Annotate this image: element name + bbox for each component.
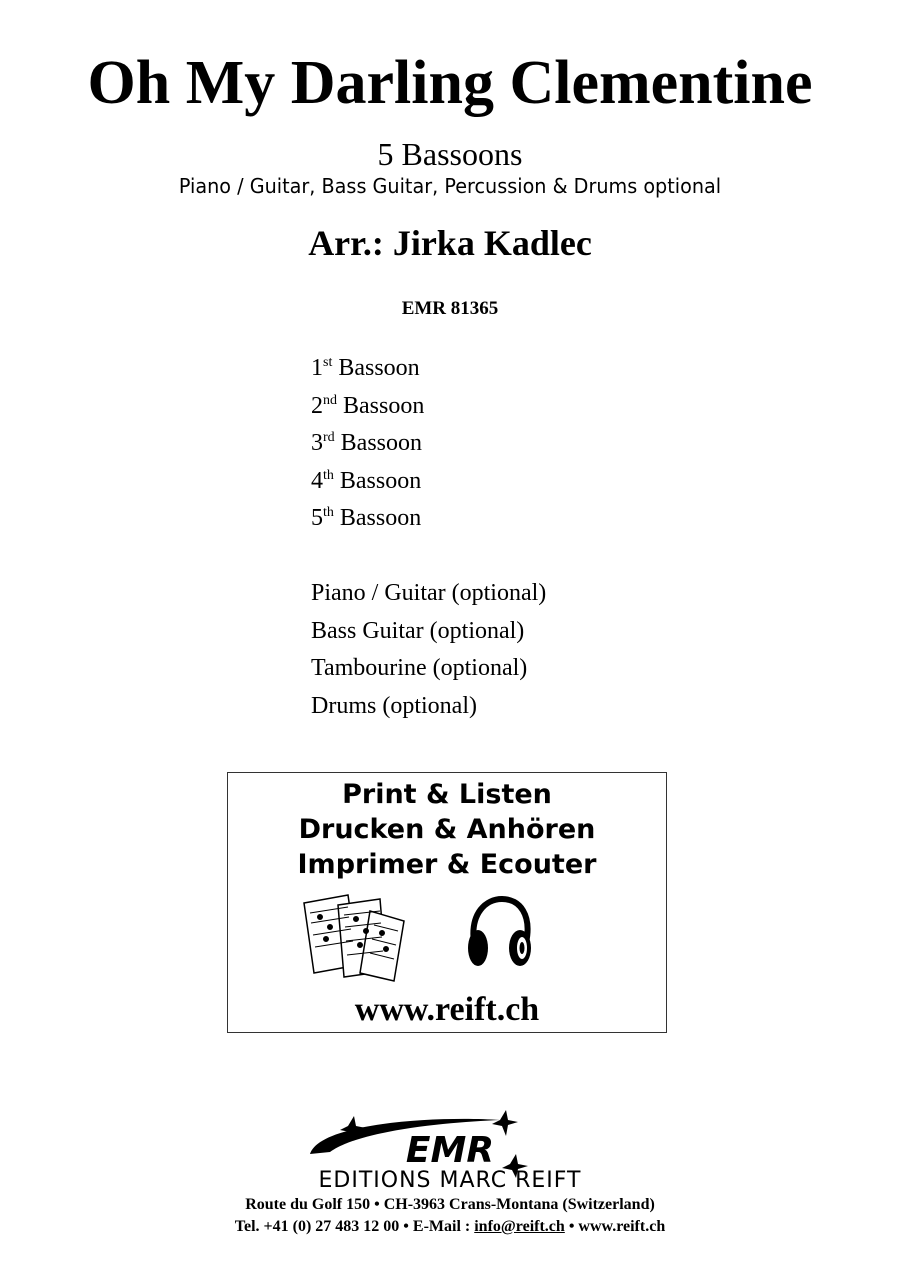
promo-line-french: Imprimer & Ecouter xyxy=(297,849,597,880)
contact-line xyxy=(0,1218,900,1236)
svg-text:EMR: EMR xyxy=(405,1130,495,1171)
optional-part-item: Bass Guitar (optional) xyxy=(311,617,525,644)
optional-part-item: Piano / Guitar (optional) xyxy=(311,580,547,606)
title: Oh My Darling Clementine xyxy=(87,49,813,117)
part-item: 5th Bassoon xyxy=(311,505,422,532)
part-item: 3rd Bassoon xyxy=(311,430,423,457)
sheet-music-icon xyxy=(300,893,410,983)
arranger: Arr.: Jirka Kadlec xyxy=(308,223,592,263)
optional-parts-list xyxy=(311,575,546,725)
email-link[interactable]: info@reift.ch xyxy=(474,1218,565,1235)
part-item: 4th Bassoon xyxy=(311,467,422,494)
publisher-name: EDITIONS MARC REIFT xyxy=(318,1168,582,1193)
promo-line-german: Drucken & Anhören xyxy=(298,814,596,845)
parts-list xyxy=(311,350,424,538)
optional-part-item: Tambourine (optional) xyxy=(311,655,528,682)
address: Route du Golf 150 • CH-3963 Crans-Montana (Switzerland) xyxy=(245,1196,655,1213)
promo-line-english: Print & Listen xyxy=(342,779,552,810)
contact-prefix: Tel. +41 (0) 27 483 12 00 • E-Mail : xyxy=(234,1218,475,1235)
part-item: 1st Bassoon xyxy=(311,355,420,381)
part-item: 2nd Bassoon xyxy=(311,392,425,419)
catalog-number: EMR 81365 xyxy=(401,298,499,319)
headphones-icon xyxy=(464,893,534,973)
contact-suffix[interactable]: • www.reift.ch xyxy=(564,1218,666,1235)
optional-instruments-line: Piano / Guitar, Bass Guitar, Percussion & Drums optional xyxy=(178,174,722,198)
website-link[interactable]: www.reift.ch xyxy=(354,991,540,1028)
subtitle: 5 Bassoons xyxy=(377,136,523,172)
print-listen-box[interactable] xyxy=(227,772,667,1033)
optional-part-item: Drums (optional) xyxy=(311,692,477,719)
